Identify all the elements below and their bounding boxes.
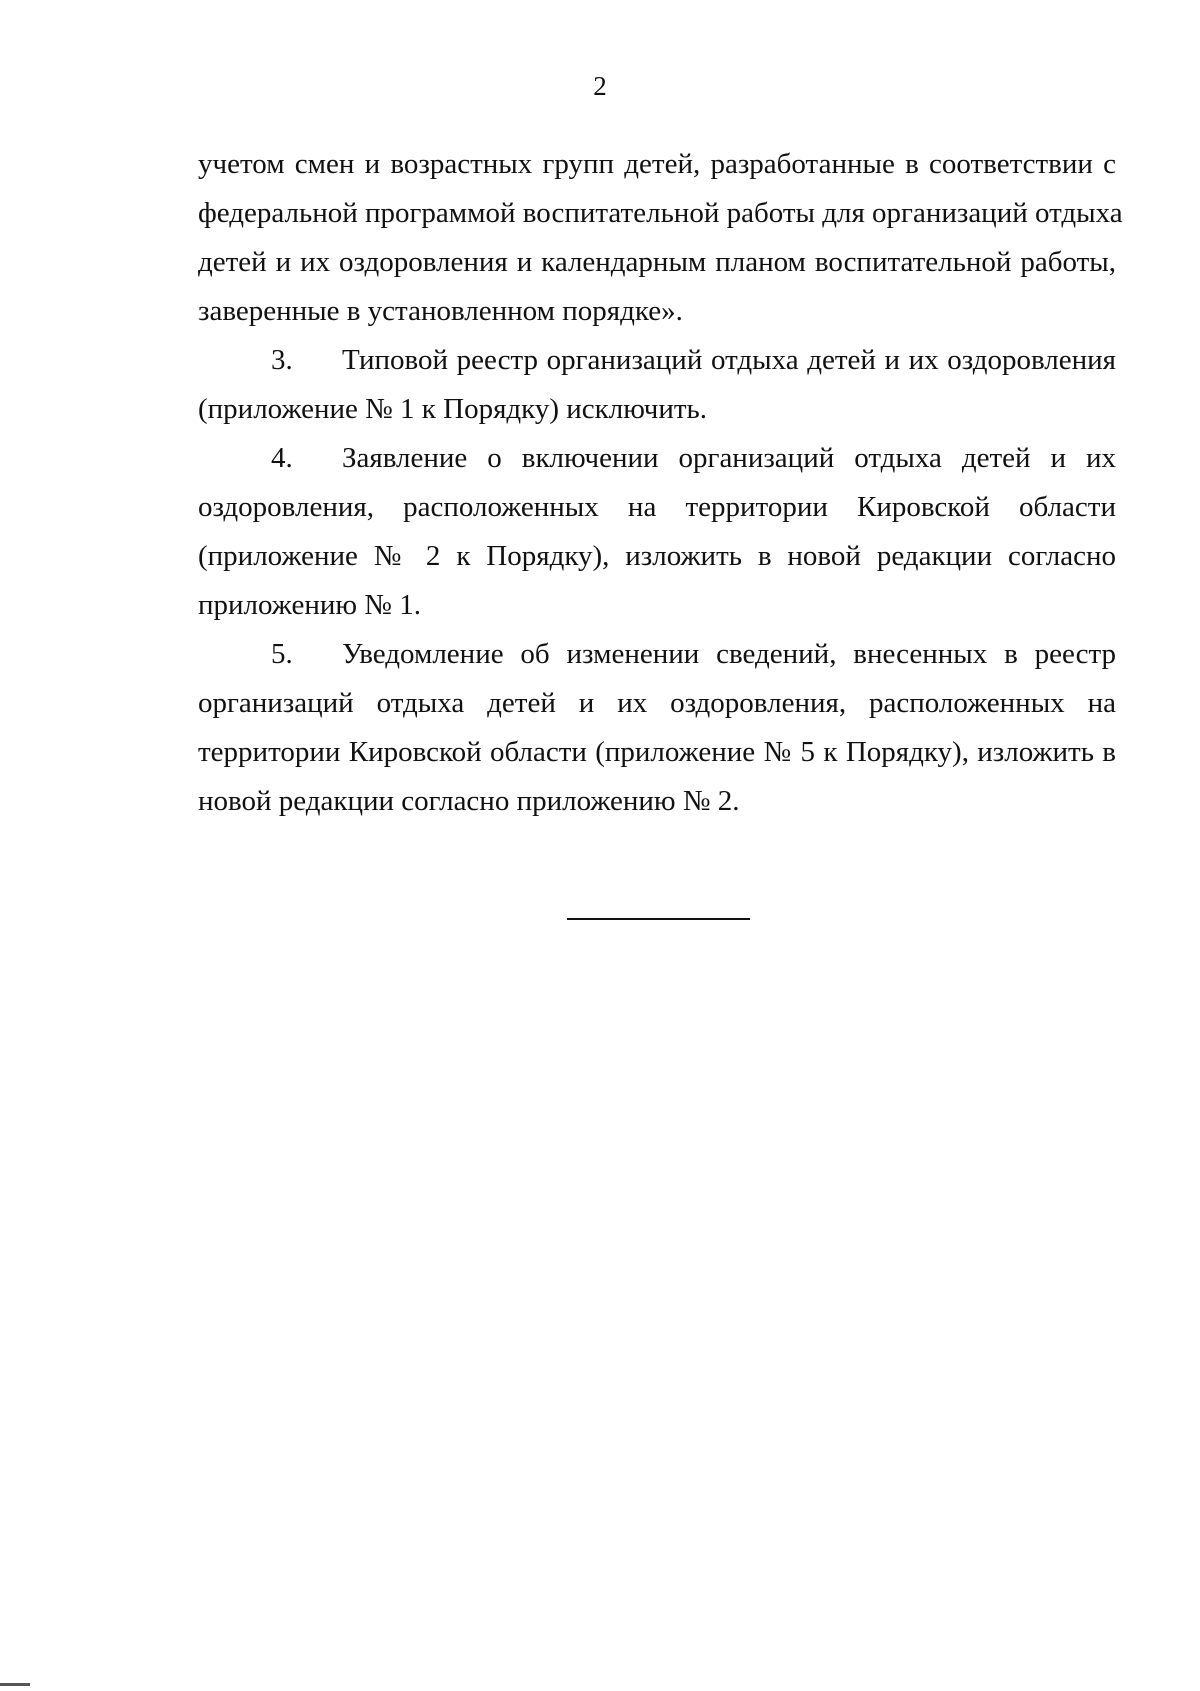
line-text: Уведомление об изменении сведений, внесенных в реестр — [342, 638, 1116, 670]
item-number: 5. — [271, 638, 293, 670]
end-of-text-rule — [567, 918, 750, 920]
text-line: (приложение № 1 к Порядку) исключить. — [198, 393, 708, 425]
document-body — [198, 140, 1123, 826]
page-number: 2 — [593, 71, 607, 101]
text-line — [198, 434, 1116, 483]
line-text: Типовой реестр организаций отдыха детей и их оздоровления — [342, 344, 1116, 376]
text-line: организаций отдыха детей и их оздоровления, расположенных на — [198, 687, 1116, 719]
text-line: новой редакции согласно приложению № 2. — [198, 785, 740, 817]
text-line — [198, 630, 1116, 679]
paragraph-item-4 — [198, 434, 1116, 630]
text-line: детей и их оздоровления и календарным планом воспитательной работы, — [198, 246, 1116, 278]
text-line: территории Кировской области (приложение № 5 к Порядку), изложить в — [198, 736, 1116, 768]
text-line: оздоровления, расположенных на территории Кировской области — [198, 491, 1116, 523]
text-line — [198, 336, 1116, 385]
paragraph-continuation — [198, 140, 1123, 336]
scan-edge-mark — [0, 1683, 30, 1686]
paragraph-item-3 — [198, 336, 1116, 434]
paragraph-item-5 — [198, 630, 1116, 826]
text-line: (приложение № 2 к Порядку), изложить в новой редакции согласно — [198, 540, 1116, 572]
text-line: приложению № 1. — [198, 589, 421, 621]
item-number: 3. — [271, 344, 293, 376]
item-number: 4. — [271, 442, 293, 474]
text-line: заверенные в установленном порядке». — [198, 295, 683, 327]
text-line: федеральной программой воспитательной работы для организаций отдыха — [198, 197, 1123, 229]
line-text: Заявление о включении организаций отдыха детей и их — [342, 442, 1116, 474]
text-line: учетом смен и возрастных групп детей, разработанные в соответствии с — [198, 148, 1116, 180]
